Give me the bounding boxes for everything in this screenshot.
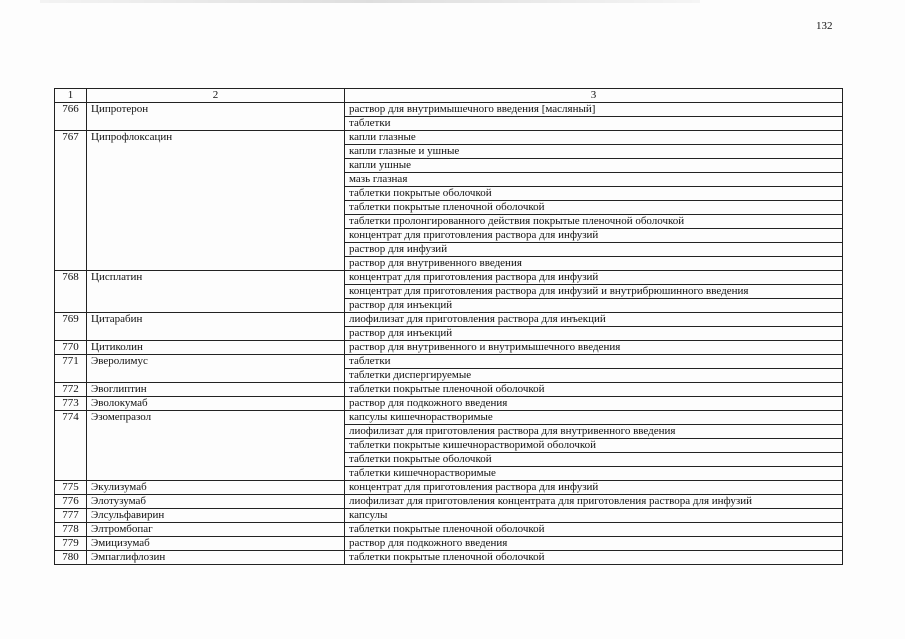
- header-row: [55, 89, 843, 103]
- dosage-form: концентрат для приготовления раствора для инфузий: [345, 271, 843, 285]
- dosage-form: таблетки покрытые оболочкой: [345, 187, 843, 201]
- dosage-form: капли глазные и ушные: [345, 145, 843, 159]
- table-body: [55, 103, 843, 565]
- dosage-form: концентрат для приготовления раствора для инфузий: [345, 229, 843, 243]
- dosage-form: таблетки покрытые оболочкой: [345, 453, 843, 467]
- drug-name: Элотузумаб: [87, 495, 345, 509]
- dosage-form: лиофилизат для приготовления раствора для внутривенного введения: [345, 425, 843, 439]
- row-number: 773: [55, 397, 87, 411]
- dosage-form: капсулы кишечнорастворимые: [345, 411, 843, 425]
- table-row: [55, 537, 843, 551]
- dosage-form: таблетки покрытые пленочной оболочкой: [345, 523, 843, 537]
- dosage-form: лиофилизат для приготовления раствора для инъекций: [345, 313, 843, 327]
- row-number: 776: [55, 495, 87, 509]
- row-number: 775: [55, 481, 87, 495]
- dosage-form: концентрат для приготовления раствора для инфузий: [345, 481, 843, 495]
- table-row: [55, 481, 843, 495]
- table-row: [55, 495, 843, 509]
- dosage-form: капли глазные: [345, 131, 843, 145]
- row-number: 780: [55, 551, 87, 565]
- row-number: 766: [55, 103, 87, 131]
- drug-name: Эвоглиптин: [87, 383, 345, 397]
- drug-name: Ципрофлоксацин: [87, 131, 345, 271]
- row-number: 770: [55, 341, 87, 355]
- drug-name: Цитиколин: [87, 341, 345, 355]
- dosage-form: раствор для инфузий: [345, 243, 843, 257]
- row-number: 769: [55, 313, 87, 341]
- table-row: [55, 383, 843, 397]
- dosage-form: таблетки: [345, 117, 843, 131]
- dosage-form: раствор для подкожного введения: [345, 397, 843, 411]
- drug-name: Эверолимус: [87, 355, 345, 383]
- dosage-form: таблетки диспергируемые: [345, 369, 843, 383]
- table-row: [55, 103, 843, 117]
- row-number: 774: [55, 411, 87, 481]
- dosage-form: таблетки покрытые пленочной оболочкой: [345, 201, 843, 215]
- dosage-form: таблетки покрытые пленочной оболочкой: [345, 383, 843, 397]
- table-row: [55, 271, 843, 285]
- row-number: 772: [55, 383, 87, 397]
- dosage-form: раствор для внутримышечного введения [масляный]: [345, 103, 843, 117]
- drug-name: Цитарабин: [87, 313, 345, 341]
- dosage-form: таблетки: [345, 355, 843, 369]
- table-row: [55, 551, 843, 565]
- drug-name: Цисплатин: [87, 271, 345, 313]
- table-row: [55, 341, 843, 355]
- drug-name: Элтромбопаг: [87, 523, 345, 537]
- dosage-form: мазь глазная: [345, 173, 843, 187]
- dosage-form: концентрат для приготовления раствора для инфузий и внутрибрюшинного введения: [345, 285, 843, 299]
- table-row: [55, 397, 843, 411]
- table-row: [55, 411, 843, 425]
- page-number: 132: [816, 20, 833, 32]
- row-number: 779: [55, 537, 87, 551]
- drug-name: Эмпаглифлозин: [87, 551, 345, 565]
- drug-table: [54, 88, 843, 565]
- dosage-form: таблетки пролонгированного действия покрытые пленочной оболочкой: [345, 215, 843, 229]
- row-number: 778: [55, 523, 87, 537]
- dosage-form: раствор для подкожного введения: [345, 537, 843, 551]
- dosage-form: таблетки покрытые кишечнорастворимой оболочкой: [345, 439, 843, 453]
- drug-name: Элсульфавирин: [87, 509, 345, 523]
- column-header-name: 2: [87, 89, 345, 103]
- drug-name: Эзомепразол: [87, 411, 345, 481]
- row-number: 771: [55, 355, 87, 383]
- dosage-form: раствор для внутривенного введения: [345, 257, 843, 271]
- drug-name: Эволокумаб: [87, 397, 345, 411]
- dosage-form: раствор для инъекций: [345, 327, 843, 341]
- drug-name: Ципротерон: [87, 103, 345, 131]
- row-number: 768: [55, 271, 87, 313]
- row-number: 777: [55, 509, 87, 523]
- dosage-form: раствор для внутривенного и внутримышечного введения: [345, 341, 843, 355]
- column-header-number: 1: [55, 89, 87, 103]
- row-number: 767: [55, 131, 87, 271]
- dosage-form: капли ушные: [345, 159, 843, 173]
- dosage-form: таблетки покрытые пленочной оболочкой: [345, 551, 843, 565]
- drug-name: Экулизумаб: [87, 481, 345, 495]
- table-row: [55, 355, 843, 369]
- scan-artifact: [40, 0, 700, 3]
- column-header-form: 3: [345, 89, 843, 103]
- dosage-form: лиофилизат для приготовления концентрата для приготовления раствора для инфузий: [345, 495, 843, 509]
- table-row: [55, 509, 843, 523]
- drug-name: Эмицизумаб: [87, 537, 345, 551]
- dosage-form: капсулы: [345, 509, 843, 523]
- table-row: [55, 523, 843, 537]
- table-row: [55, 313, 843, 327]
- table-row: [55, 131, 843, 145]
- dosage-form: таблетки кишечнорастворимые: [345, 467, 843, 481]
- dosage-form: раствор для инъекций: [345, 299, 843, 313]
